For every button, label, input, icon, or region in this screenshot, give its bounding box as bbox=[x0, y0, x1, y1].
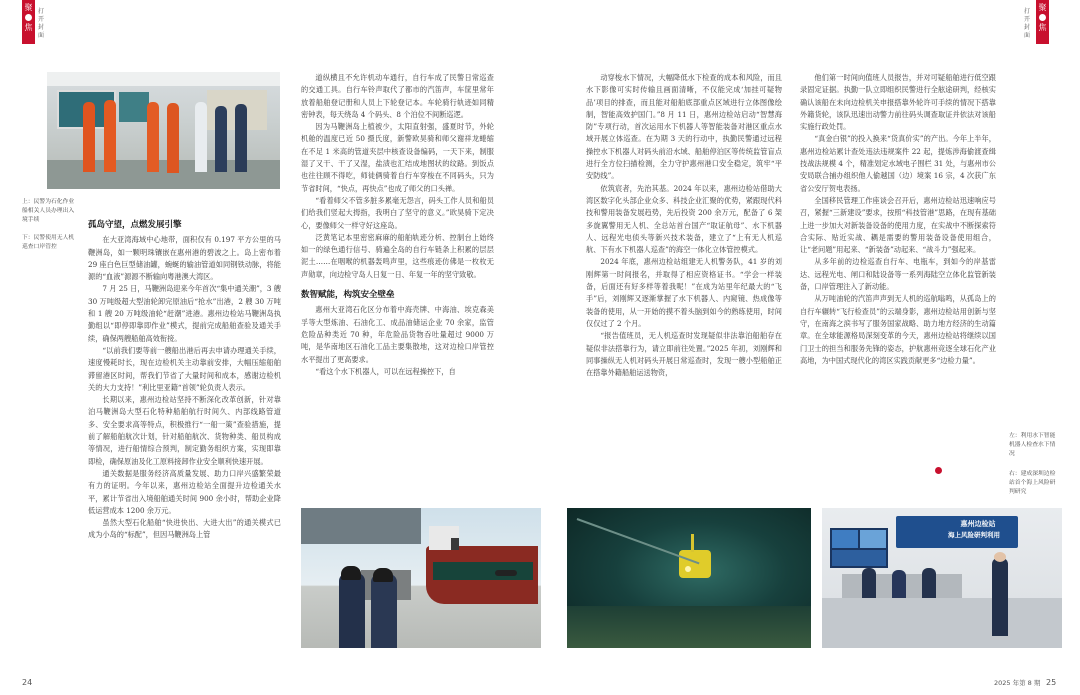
tab-char: 焦 bbox=[1038, 23, 1047, 32]
paragraph: 长期以来，惠州边检站坚持不断深化改革创新，针对靠泊马鞭洲岛大型石化特种船舶航行时间久、内部线路管道多、安全要求高等特点，积极推行“一船一策”查验措施，提前了解船舶航次计划，针对船舶航次、货物种类、船员构成等情况，进行船情综合预判，制定勤务组织方案，实现即靠即检，确保原油及化工原料接卸作业安全顺利快速开展。 bbox=[88, 395, 281, 466]
paragraph: “真金白银”的投入换来“货真价实”的产出。今年上半年，惠州边检站累计查处违法违规案件 22 起，提炼涉海偷渡查缉技战法规模 4 个，精准划定水域电子围栏 31 处，与惠州市公安局联合捕办组织他人偷越国（边）境案 16 宗，4 次获广东省公安厅贺电表扬。 bbox=[800, 134, 996, 193]
article-column-1 bbox=[88, 215, 281, 660]
paragraph: 泛黄笔记本里密密麻麻的船舶轨迹分析、控制台上始终如一的绿色通行信号、骑遍全岛的自行车链条上积累的层层泥土……在咽喉的机器轰鸣声里，这些痕迹仿佛是一枚枚无声勋章，向边检守岛人日复一日、年复一年的坚守致敬。 bbox=[301, 232, 494, 279]
tab-char: 聚 bbox=[1038, 3, 1047, 12]
wall-sign-line2: 海上风险研判利用 bbox=[948, 531, 1000, 539]
photo-officers-ship-bridge bbox=[47, 72, 280, 189]
paragraph: 依筑宸者，先治其基。2024 年以来，惠州边检站借助大湾区数字化头部企业众多、科技企业汇聚的优势，紧跟现代科技和警用装备发展趋势，先后投资 200 余万元，配备了 6 架多旋翼警用无人机、全总站首台国产“取证航母”、水下机器人、远程光电侦头等新兴技术装备，建立了“上有无人机巡航、下有水下机器人巡查”的海空一体化立体管控模式。 bbox=[586, 183, 782, 255]
paragraph: 道纵横且不允许机动车通行，自行车成了民警日常巡查的交通工具。自行车铃声取代了都市的汽笛声，车筐里常年放着船舶登记册和人员上下轮登记本。车轮骑行轨迹如同精密钟表，每天绕岛 4 个码头、8 个泊位不间断巡逻。 bbox=[301, 73, 494, 119]
section-heading: 数智赋能，构筑安全壁垒 bbox=[301, 290, 395, 301]
photo-underwater-robot bbox=[567, 508, 811, 648]
paragraph: “看这个水下机器人，可以在远程操控下，自 bbox=[315, 366, 456, 376]
paragraph: 虽然大型石化船舶“快进快出、大进大出”的通关模式已成为小岛的“标配”，但因马鞭洲岛上管 bbox=[88, 518, 281, 540]
issue-label: 2025 年第 8 期 bbox=[994, 679, 1041, 687]
paragraph: 动穿梭水下情况，大幅降低水下检查的成本和风险，而且水下影像可实时传输且画面清晰，不仅能完成‘加挂可疑物品’项目的排查，而且能对船舶底部重点区域进行立体图像绘制，智能高效护国门。”8 月 11 日，惠州边检站启动“智慧海防”专项行动，首次运用水下机器人等智能装备对港区重点水域开展立体巡查。在为期 3 天的行动中，执勤民警通过远程操控水下机器人对码头前沿水域、船舶停泊区等传统监管盲点进行全方位扫描检测，全力守护惠州港口安全稳定，筑牢“平安防线”。 bbox=[586, 73, 782, 181]
article-column-2 bbox=[301, 72, 494, 492]
paragraph: 全国移民管理工作座谈会召开后，惠州边检站迅速响应号召，紧握“三新建设”要求，按照“科技管港”思路，在现有基础上进一步加大对新装备设备的使用力度，在实战中不断探索符合实际、贴近实战、耦是需要的警用装备设备使用组合，让“老问题”用起来、“新装备”动起来、“战斗力”强起来。 bbox=[800, 195, 996, 255]
section-label-left: 打开封面 bbox=[38, 8, 45, 39]
paragraph: 他们第一时间向值班人员报告，并对可疑船舶进行低空跟录固定证据。执勤一队立即组织民警进行全舷途研判，经核实确认该船在未向边检机关申报搭靠外轮许可手续的情况下搭靠外籍货轮，该队迅速出动警力前往码头调查取证并依法对该船实施行政处罚。 bbox=[800, 73, 996, 132]
paragraph: 惠州大亚湾石化区分布着中海壳牌、中海油、埃克森美孚等大型炼油、石油化工、成品油储运企业 70 余家，监管危险品种类近 70 种，年危险品货物吞吐量超过 9000 万吨，是华南地区石油化工品主要集散地，这对边检口岸管控水平提出了更高要求。 bbox=[301, 305, 494, 364]
article-column-3 bbox=[586, 72, 782, 492]
paragraph: 通关数据是服务经济高质量发展、助力口岸兴盛繁荣最有力的证明。今年以来，惠州边检站全面提升边检通关水平，累计节省出入境船舶通关时间 900 余小时，帮助企业降低运营成本 1200 余万元。 bbox=[88, 468, 281, 515]
caption-top: 上：民警为石化作业船相关人员办理出入境手续 bbox=[22, 199, 75, 223]
photo-drone-port bbox=[301, 508, 541, 648]
caption-left-photo: 左：利用水下智能机器人检查水下情况 bbox=[1009, 433, 1056, 457]
section-tab-right bbox=[1036, 0, 1049, 44]
section-tab-left bbox=[22, 0, 35, 44]
paragraph: 从多年前的边检巡查自行车、电瓶车，到如今的岸基雷达、远程光电、闸口和陆设备等一系列海陆空立体化监管新装备，口岸管理注入了新动能。 bbox=[800, 257, 996, 292]
end-mark-icon bbox=[935, 467, 942, 474]
article-column-4 bbox=[800, 72, 996, 492]
page-number-right: 25 bbox=[1046, 678, 1057, 687]
caption-right-photo: 右：建成深圳边检站首个海上风险研判研究 bbox=[1009, 471, 1056, 495]
paragraph: 因为马鞭洲岛上植被少，太阳直射强，盛夏时节，外轮机舱的温度已近 50 摄氏度，新警欧昊骑和师父谢祥龙蜷缩在不足 1 米高的管道夹层中核查设备编码，一天下来，制服湿了又干、干了又湿，盐渍也汇结成地图状的纹路。到饭点也往往顾不得吃，师徒俩骑着自行车穿梭在不同码头，只为节省时间，“快点，再快点”也成了师父的口头禅。 bbox=[301, 122, 494, 193]
paragraph: “以前我们要等前一艘船出港后再去申请办理通关手续，速度慢耗时长，现在边检机关主动靠前安排，大幅压缩船舶滞留港区时间，帮我们节省了大量时间和成本，感谢边检机关的大力支持！”利比里亚籍“首领”轮负责人表示。 bbox=[88, 345, 281, 392]
paragraph: 从万吨油轮的汽笛声声到无人机的巡航嗡鸣，从孤岛上的自行车辗转“飞行检查员”的云端身影，惠州边检站用创新与坚守，在南海之滨书写了服务国家战略、助力地方经济的生动篇章。在全球能源格局深刻变革的今天，惠州边检站将继续以国门卫士的担当和服务先锋的姿态，护航惠州竞逐全球石化产业高地，为中国式现代化的湾区实践贡献更多“边检力量”。 bbox=[800, 294, 996, 365]
section-label-right: 打开封面 bbox=[1024, 8, 1031, 39]
paragraph: 2024 年底，惠州边检站组建无人机警务队，41 岁的刘刚辉第一时间报名，并取得了相应资格证书。“学会一样装备，后面还有好多样等着我呢！”在成为站里年纪最大的“飞手”后，刘刚辉又逐渐掌握了水下机器人、内窥镜、热成像等装备的使用，从一开始的摸不着头脑到如今的熟练使用，时间仅仅过了 2 个月。 bbox=[586, 257, 782, 328]
wall-sign-line1: 惠州边检站 bbox=[960, 520, 996, 528]
section-heading: 孤岛守望，点燃发展引擎 bbox=[88, 220, 182, 230]
tab-char: 聚 bbox=[24, 3, 33, 12]
tab-dot-icon bbox=[25, 14, 32, 21]
page-number-left: 24 bbox=[22, 678, 33, 687]
paragraph: “看着师父不管多脏多累毫无怨言，码头工作人员和船员们给我们竖起大拇指，我明白了坚守的意义。”欧昊骑下定决心，要像师父一样守好这座岛。 bbox=[301, 195, 494, 230]
paragraph: 在大亚湾海域中心地带，面积仅有 0.197 平方公里的马鞭洲岛，如一颗明珠镶嵌在惠州港的碧波之上。岛上密布着 29 座白色巨型储油罐，蜿蜒的输油管道如同钢铁动脉，将能源的“血液”源源不断输向粤港澳大湾区。 bbox=[88, 235, 281, 282]
tab-char: 焦 bbox=[24, 23, 33, 32]
paragraph: “报告值班员，无人机巡查时发现疑似非法靠泊船舶存在疑似非法搭靠行为，请立即前往处置。”2025 年初，刘刚辉和同事操纵无人机对码头开展日常巡查时，发现一艘小型船舶正在搭靠外籍船舶运送物资， bbox=[586, 331, 782, 378]
tab-dot-icon bbox=[1039, 14, 1046, 21]
photo-control-room bbox=[822, 508, 1062, 648]
caption-bottom: 下：民警使用无人机巡查口岸管控 bbox=[22, 235, 75, 250]
paragraph: 7 月 25 日，马鞭洲岛迎来今年首次“集中通关潮”，3 艘 30 万吨级超大型油轮卸完原油后“抢水”出港，2 艘 30 万吨和 1 艘 20 万吨级油轮“赶潮”进港。惠州边检站马鞭洲岛执勤组以“即停即靠即作业”模式，提前完成船舶查验及通关手续，确保两艘船舶高效衔接。 bbox=[88, 284, 281, 343]
